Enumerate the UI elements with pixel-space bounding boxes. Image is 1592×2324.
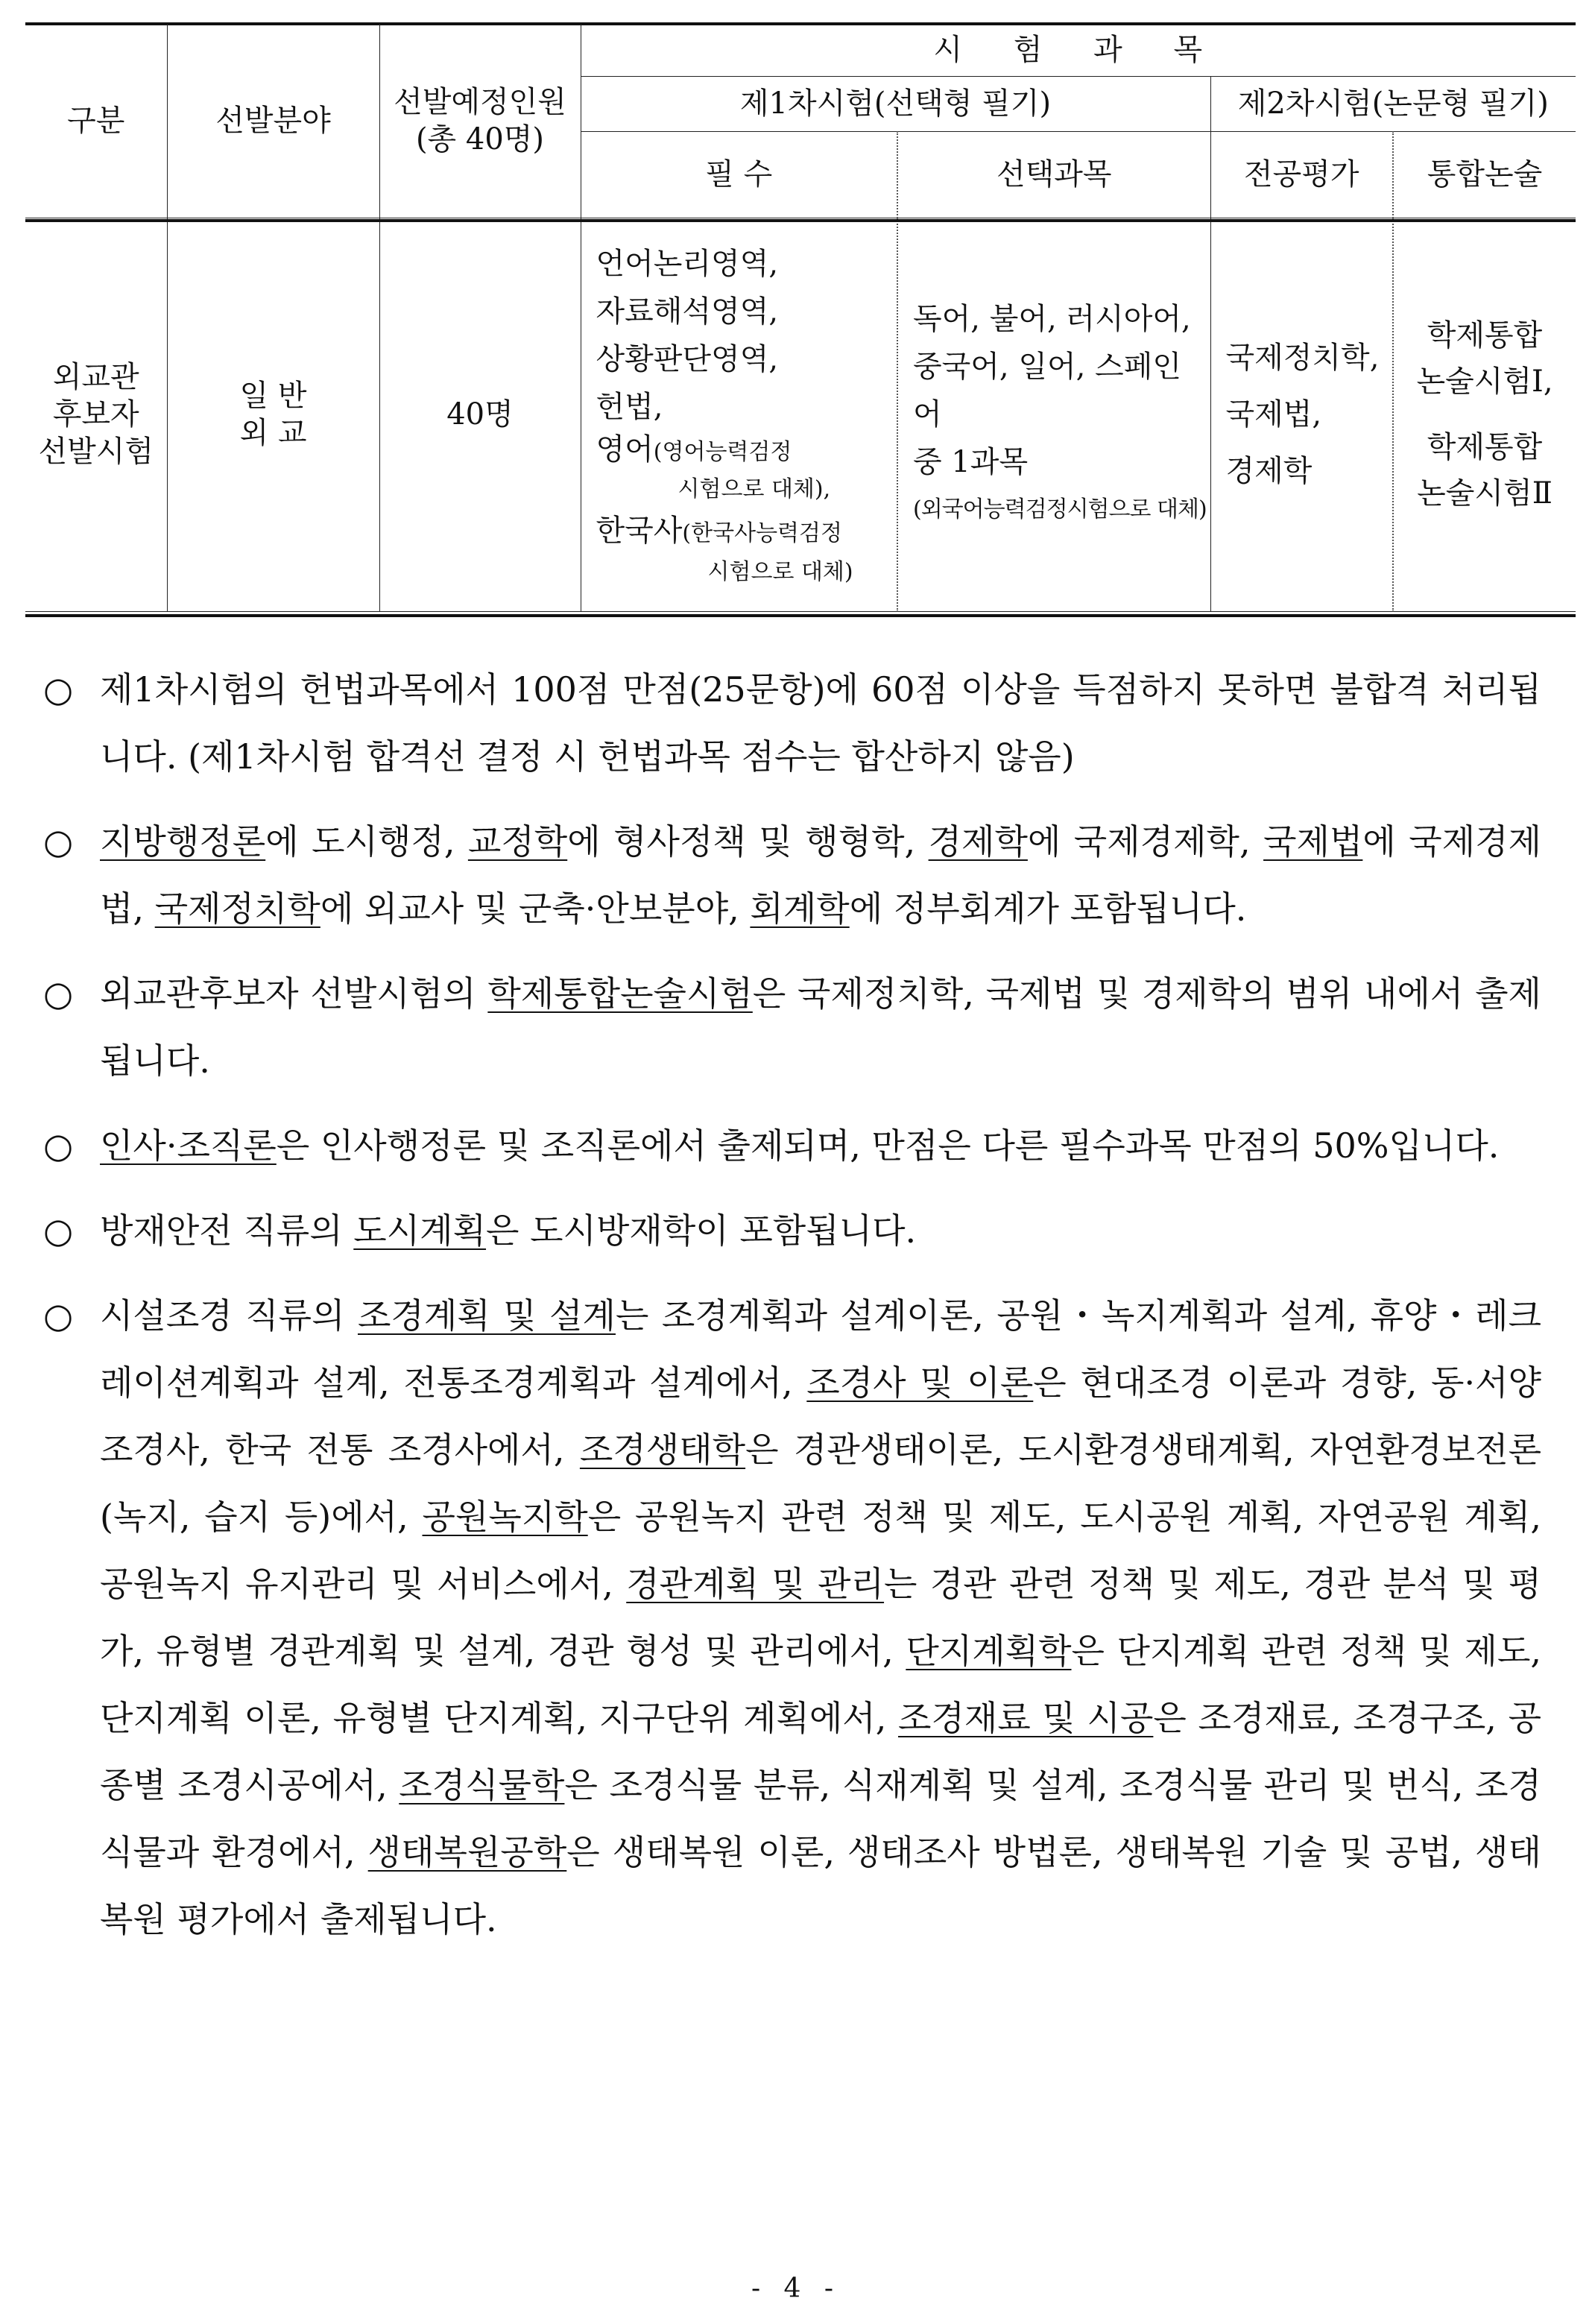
header-required: 필 수 [581,131,897,218]
note-personnel-org: ○ 인사·조직론은 인사행정론 및 조직론에서 출제되며, 만점은 다른 필수과목 만점의 50%입니다. [43,1112,1541,1179]
header-quota-line2: (총 40명) [415,121,545,157]
note-integrated-essay: ○ 외교관후보자 선발시험의 학제통합논술시험은 국제정치학, 국제법 및 경제학의 범위 내에서 출제됩니다. [43,960,1541,1094]
note-urban-planning: ○ 방재안전 직류의 도시계획은 도시방재학이 포함됩니다. [43,1197,1541,1264]
header-elective: 선택과목 [897,131,1210,218]
row-integrated-subjects: 학제통합 논술시험Ⅰ, 학제통합 논술시험Ⅱ [1393,218,1576,611]
note-constitution [43,656,1541,790]
header-second-exam: 제2차시험(논문형 필기) [1210,76,1576,131]
header-division: 구분 [25,24,167,218]
table-header-rule [25,219,1576,222]
header-quota [379,24,581,218]
bullet-icon: ○ [43,669,74,710]
row-elective-subjects: 독어, 불어, 러시아어, 중국어, 일어, 스페인어 중 1과목 (외국어능력검정시험으로 대체) [897,218,1210,611]
note-landscape: ○ 시설조경 직류의 조경계획 및 설계는 조경계획과 설계이론, 공원・녹지계획과 설계, 휴양・레크레이션계획과 설계, 전통조경계획과 설계에서, 조경사 및 이론은 현대조경 이론과 경향, 동·서양 조경사, 한국 전통 조경사에서, 조경생태학은 경관생태이론, 도시환경생태계획, 자연환경보전론(녹지, 습지 등)에서, 공원녹지학은 공원녹지 관련 정책 및 제도, 도시공원 계획, 자연공원 계획, 공원녹지 유지관리 및 서비스에서, 경관계획 및 관리는 경관 관련 정책 및 제도, 경관 분석 및 평가, 유형별 경관계획 및 설계, 경관 형성 및 관리에서, 단지계획학은 단지계획 관련 정책 및 제도, 단지계획 이론, 유형별 단지계획, 지구단위 계획에서, 조경재료 및 시공은 조경재료, 조경구조, 공종별 조경시공에서, 조경식물학은 조경식물 분류, 식재계획 및 설계, 조경식물 관리 및 번식, 조경식물과 환경에서, 생태복원공학은 생태복원 이론, 생태조사 방법론, 생태복원 기술 및 공법, 생태복원 평가에서 출제됩니다. [43,1282,1541,1953]
note-text: 제1차시험의 헌법과목에서 100점 만점(25문항)에 60점 이상을 득점하지 못하면 불합격 처리됩니다. (제1차시험 합격선 결정 시 헌법과목 점수는 합산하지 않음) [100,669,1541,777]
bullet-icon: ○ [43,973,74,1014]
header-integrated: 통합논술 [1393,131,1576,218]
bullet-icon: ○ [43,1295,74,1336]
header-major-eval: 전공평가 [1210,131,1393,218]
bullet-icon: ○ [43,821,74,862]
header-subjects: 시 험 과 목 [581,24,1576,76]
row-quota: 40명 [379,218,581,611]
page-number: - 4 - [751,2273,841,2304]
row-major-subjects: 국제정치학, 국제법, 경제학 [1210,218,1393,611]
table-bottom-rule [25,614,1576,617]
notes-list [43,656,1541,1971]
bullet-icon: ○ [43,1210,74,1251]
row-division: 외교관 후보자 선발시험 [25,218,167,611]
exam-subjects-table [25,24,1576,612]
header-first-exam: 제1차시험(선택형 필기) [581,76,1210,131]
header-quota-line1: 선발예정인원 [394,84,566,119]
row-field: 일 반 외 교 [167,218,379,611]
row-required-subjects: 언어논리영역, 자료해석영역, 상황판단영역, 헌법, 영어(영어능력검정 시험으로 대체), 한국사(한국사능력검정 시험으로 대체) [581,218,897,611]
note-subject-inclusions: ○ 지방행정론에 도시행정, 교정학에 형사정책 및 행형학, 경제학에 국제경제학, 국제법에 국제경제법, 국제정치학에 외교사 및 군축·안보분야, 회계학에 정부회계가 포함됩니다. [43,808,1541,942]
bullet-icon: ○ [43,1125,74,1166]
header-field: 선발분야 [167,24,379,218]
